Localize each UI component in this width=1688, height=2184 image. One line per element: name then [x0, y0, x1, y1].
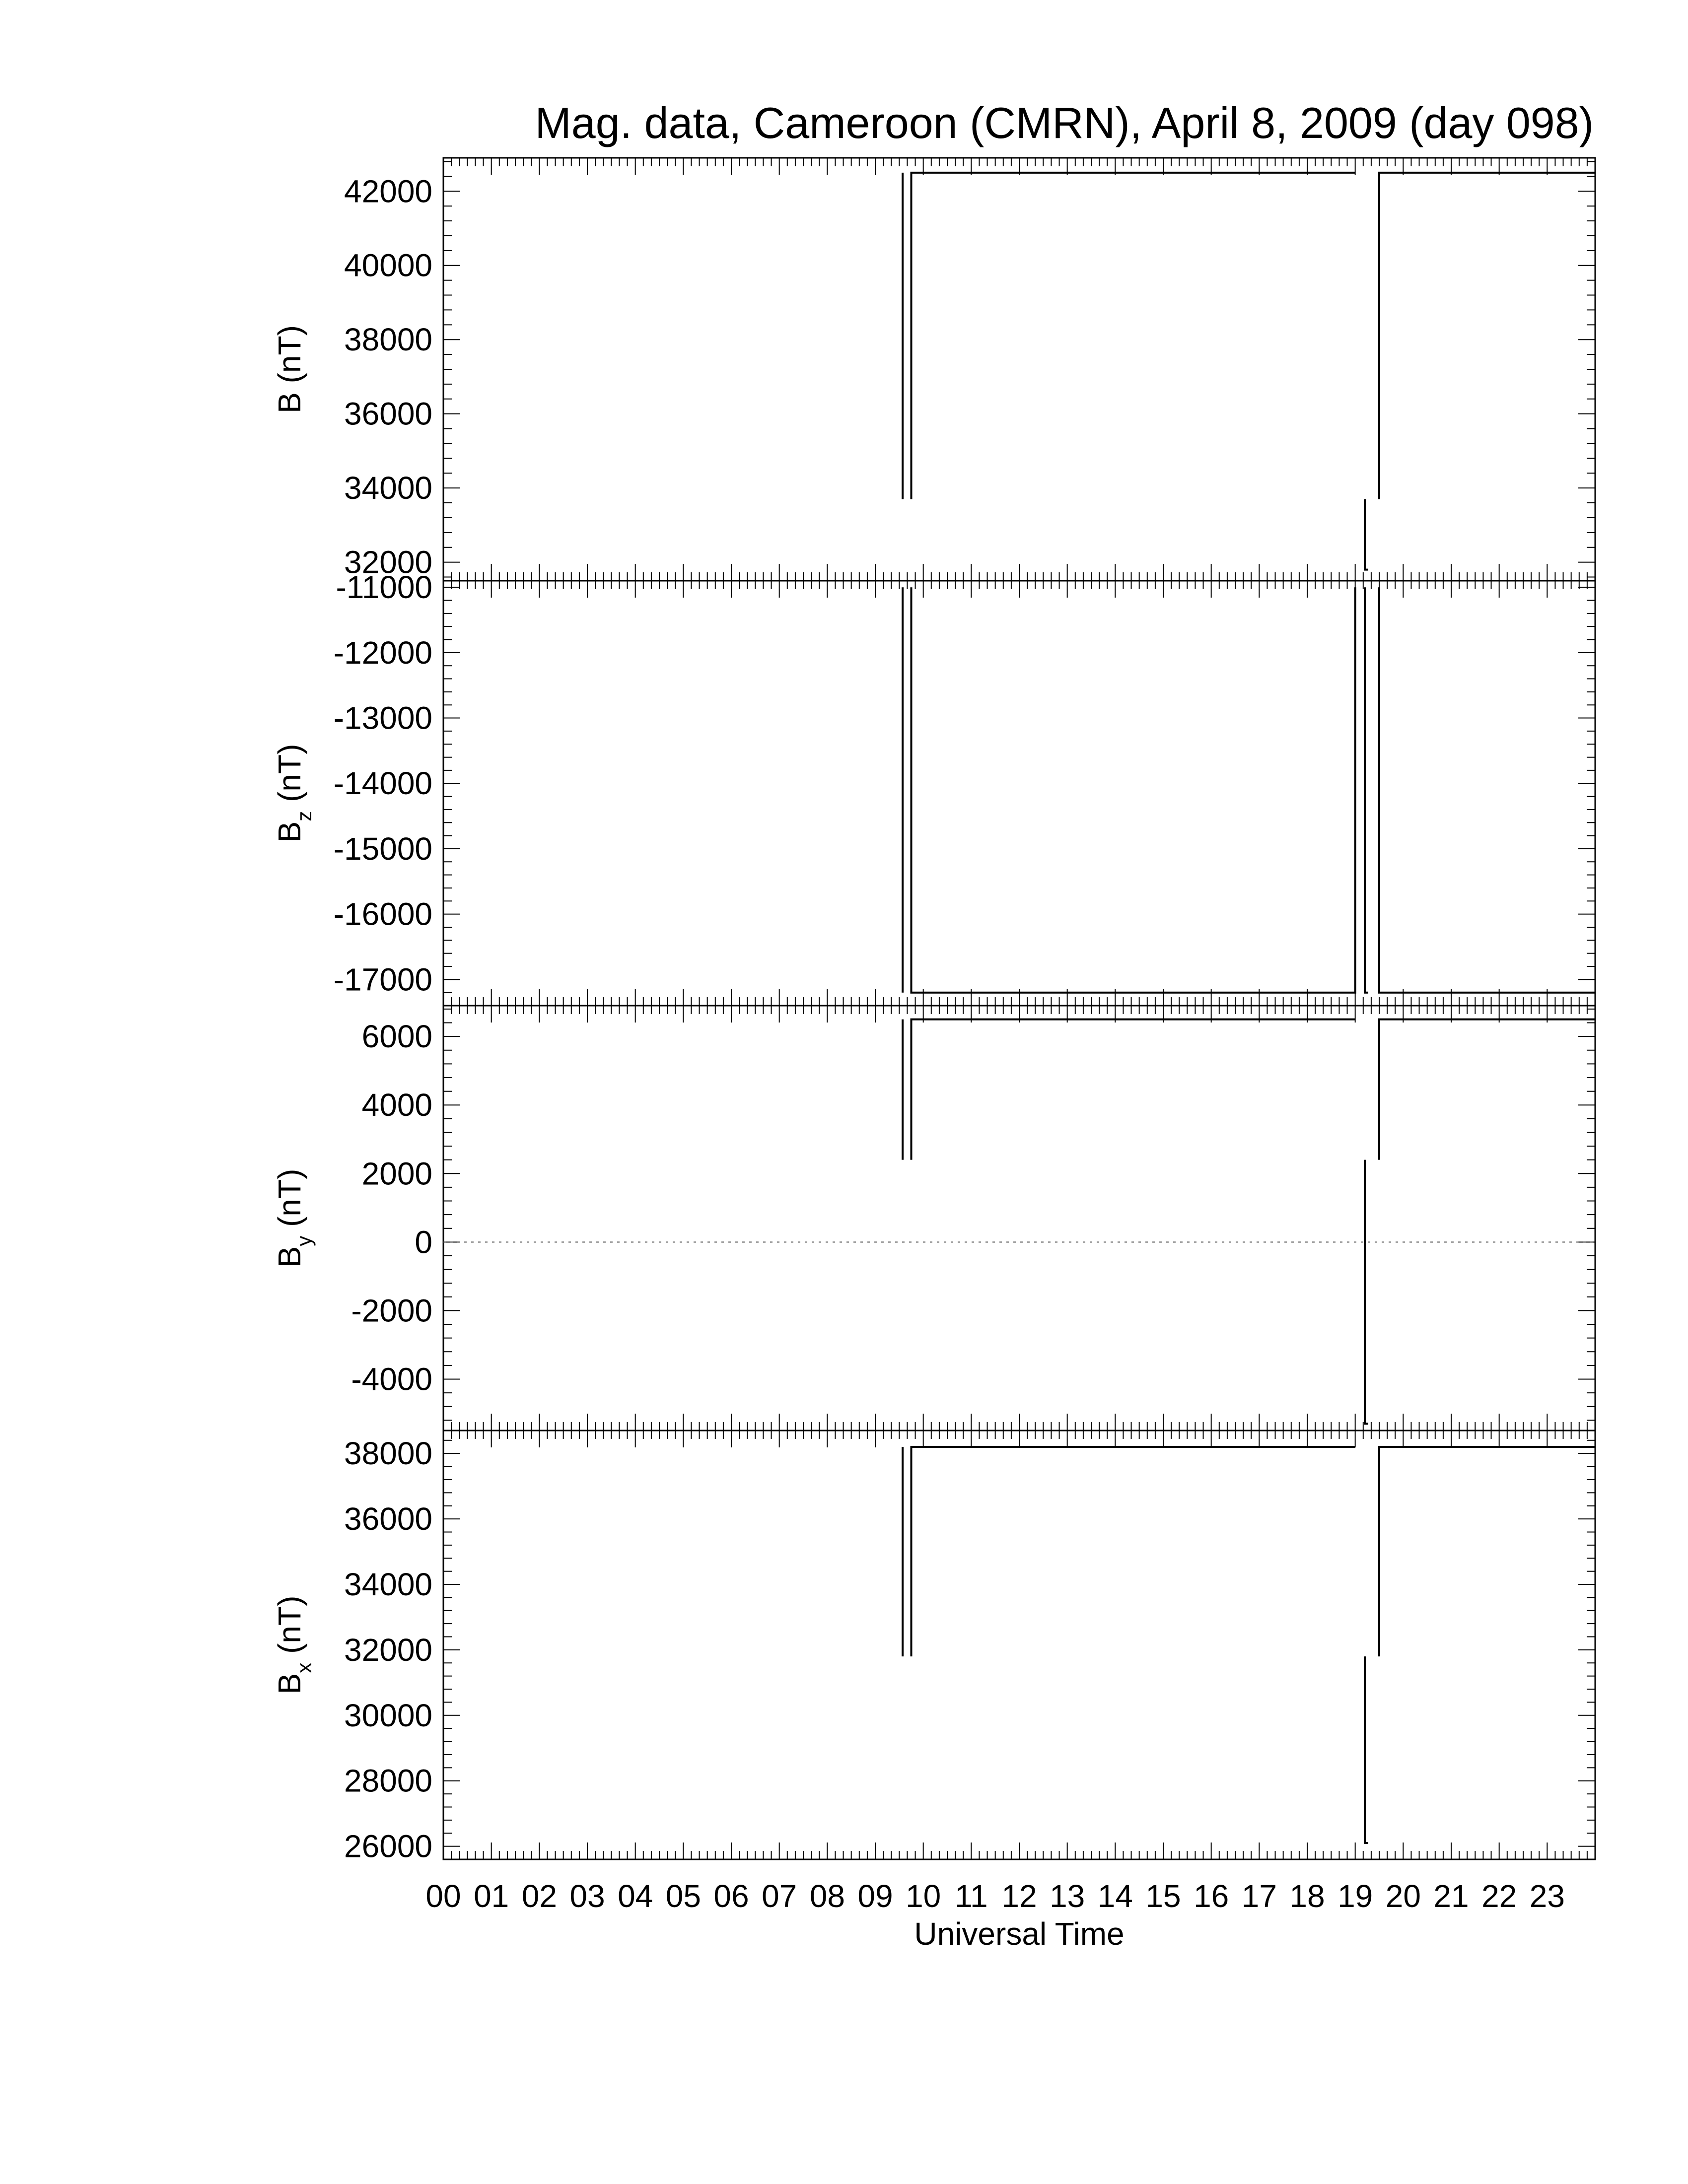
y-tick-label: -4000	[351, 1361, 432, 1397]
y-axis-label-subscript: y	[292, 1235, 316, 1246]
x-tick-label: 05	[665, 1878, 701, 1914]
x-tick-label: 16	[1194, 1878, 1229, 1914]
y-axis-label-subscript: x	[292, 1662, 316, 1673]
x-tick-label: 03	[569, 1878, 605, 1914]
y-tick-label: -16000	[333, 896, 432, 932]
x-tick-label: 21	[1433, 1878, 1469, 1914]
y-tick-label: -15000	[333, 830, 432, 867]
y-tick-label: -13000	[333, 700, 432, 736]
x-tick-label: 08	[809, 1878, 845, 1914]
y-tick-label: -14000	[333, 765, 432, 802]
y-tick-label: -2000	[351, 1293, 432, 1329]
x-tick-label: 13	[1050, 1878, 1085, 1914]
x-tick-label: 07	[762, 1878, 797, 1914]
x-tick-label: 14	[1097, 1878, 1133, 1914]
x-tick-label: 01	[474, 1878, 509, 1914]
x-tick-label: 10	[906, 1878, 941, 1914]
x-tick-label: 20	[1385, 1878, 1421, 1914]
y-axis-label-unit: (nT)	[272, 744, 307, 811]
y-axis-label-main: B (nT)	[272, 325, 307, 413]
x-tick-label: 09	[857, 1878, 893, 1914]
y-tick-label: 32000	[344, 1632, 432, 1668]
x-tick-label: 00	[425, 1878, 461, 1914]
x-tick-label: 06	[713, 1878, 749, 1914]
y-tick-label: 2000	[361, 1156, 432, 1192]
x-tick-label: 15	[1145, 1878, 1181, 1914]
y-axis-label	[272, 325, 307, 413]
y-tick-label: 42000	[344, 173, 432, 209]
y-tick-label: 30000	[344, 1697, 432, 1733]
chart-title: Mag. data, Cameroon (CMRN), April 8, 2009 (day 098)	[535, 98, 1594, 147]
x-tick-label: 04	[618, 1878, 653, 1914]
y-tick-label: 0	[415, 1224, 432, 1260]
y-tick-label: 36000	[344, 1501, 432, 1537]
x-axis-label: Universal Time	[914, 1916, 1125, 1952]
x-tick-label: 23	[1529, 1878, 1565, 1914]
y-axis-label-subscript: z	[292, 811, 316, 821]
y-tick-label: 38000	[344, 1435, 432, 1472]
y-tick-label: 4000	[361, 1087, 432, 1123]
y-tick-label: 38000	[344, 322, 432, 358]
x-tick-label: 11	[955, 1878, 988, 1914]
y-tick-label: 34000	[344, 1566, 432, 1602]
y-axis-label-main: B	[272, 1246, 307, 1268]
y-tick-label: 32000	[344, 544, 432, 580]
y-tick-label: 28000	[344, 1763, 432, 1799]
x-tick-label: 19	[1337, 1878, 1373, 1914]
y-tick-label: -17000	[333, 961, 432, 998]
y-tick-label: -12000	[333, 634, 432, 671]
x-tick-label: 12	[1001, 1878, 1037, 1914]
y-tick-label: 6000	[361, 1019, 432, 1055]
x-tick-label: 22	[1481, 1878, 1517, 1914]
x-tick-label: 18	[1289, 1878, 1325, 1914]
y-axis-label-main: B	[272, 821, 307, 843]
y-tick-label: 26000	[344, 1828, 432, 1864]
y-tick-label: 36000	[344, 396, 432, 432]
y-tick-label: 34000	[344, 470, 432, 506]
y-axis-label-unit: (nT)	[272, 1595, 307, 1663]
x-tick-label: 17	[1241, 1878, 1277, 1914]
x-tick-label: 02	[521, 1878, 557, 1914]
y-axis-label-main: B	[272, 1673, 307, 1695]
y-tick-label: 40000	[344, 247, 432, 283]
y-tick-label: -11000	[336, 569, 432, 606]
y-axis-label-unit: (nT)	[272, 1168, 307, 1236]
